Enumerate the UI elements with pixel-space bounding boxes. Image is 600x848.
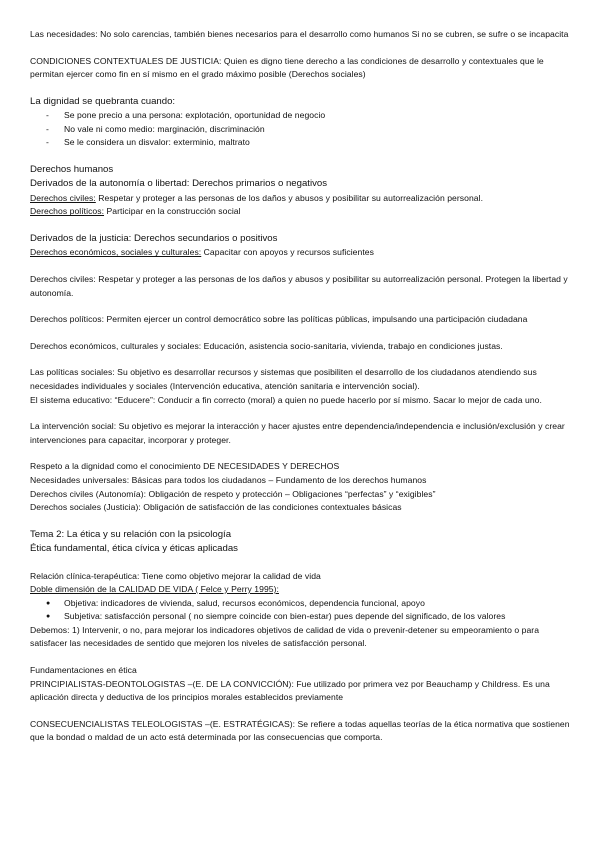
dignidad-item: - Se pone precio a una persona: explotación, oportunidad de negocio [30, 109, 570, 123]
respeto-title: Respeto a la dignidad como el conocimiento DE NECESIDADES Y DERECHOS [30, 461, 340, 472]
fundamentaciones-title: Fundamentaciones en ética [30, 665, 137, 676]
calidad-vida-heading: Doble dimensión de la CALIDAD DE VIDA ( Felce y Perry 1995): [30, 584, 279, 595]
paragraph-derechos-politicos: Derechos políticos: Permiten ejercer un control democrático sobre las políticas públicas, impulsando una participación ciudadana [30, 314, 528, 325]
paragraph-politicas-sociales: Las políticas sociales: Su objetivo es desarrollar recursos y sistemas que posibiliten el desarrollo de los ciudadanos atendiendo sus necesidades individuales y sociales (Intervención educativa, atención sanitaria e intervención social). [30, 367, 537, 391]
paragraph-intervencion-social: La intervención social: Su objetivo es mejorar la interacción y hacer ajustes entre dependencia/independencia e inclusión/exclusión y crear intervenciones para capacitar, incorporar y proteger. [30, 421, 565, 445]
tema-title: Tema 2: La ética y su relación con la psicología [30, 528, 232, 540]
document-page [30, 28, 570, 745]
paragraph-principialistas: PRINCIPIALISTAS-DEONTOLOGISTAS –(E. DE LA CONVICCIÓN): Fue utilizado por primera vez por Beauchamp y Childress. Es una aplicación directa y deductiva de los principios morales establecidos previamente [30, 678, 550, 703]
paragraph-derechos-civiles: Derechos civiles: Respetar y proteger a las personas de los daños y abusos y posibilitar su autorrealización personal. Protegen la libertad y autonomía. [30, 273, 568, 298]
respeto-line: Derechos sociales (Justicia): Obligación de satisfacción de las condiciones contextuales básicas [30, 502, 402, 513]
paragraph-necesidades: Las necesidades: No solo carencias, también bienes necesarios para el desarrollo como humanos Si no se cubren, se sufre o se incapacita [30, 29, 569, 39]
paragraph-condiciones: CONDICIONES CONTEXTUALES DE JUSTICIA: Quien es digno tiene derecho a las condiciones de desarrollo y contextuales que le permitan ejercer como fin en sí mismo en el grado máximo posible (Derechos sociales) [30, 55, 544, 80]
derechos-civiles-line [30, 192, 570, 206]
derechos-politicos-line [30, 205, 570, 219]
respeto-line: Necesidades universales: Básicas para todos los ciudadanos – Fundamento de los derechos humanos [30, 474, 427, 485]
dignidad-heading: La dignidad se quebranta cuando: [30, 95, 176, 107]
derechos-economicos-text: Capacitar con apoyos y recursos suficientes [201, 247, 374, 258]
dignidad-item: - No vale ni como medio: marginación, discriminación [30, 123, 570, 137]
derechos-humanos-title: Derechos humanos [30, 163, 114, 175]
relacion-title: Relación clínica-terapéutica: Tiene como objetivo mejorar la calidad de vida [30, 570, 321, 581]
respeto-line: Derechos civiles (Autonomía): Obligación de respeto y protección – Obligaciones “perfectas” y “exigibles” [30, 488, 436, 499]
tema-subtitle: Ética fundamental, ética cívica y éticas aplicadas [30, 543, 238, 555]
paragraph-sistema-educativo: El sistema educativo: “Educere”: Conducir a fin correcto (moral) a quien no puede hacerlo por sí mismo. Sacar lo mejor de cada uno. [30, 394, 542, 405]
derivados-libertad: Derivados de la autonomía o libertad: Derechos primarios o negativos [30, 178, 328, 190]
paragraph-debemos: Debemos: 1) Intervenir, o no, para mejorar los indicadores objetivos de calidad de vida o prevenir-detener su empeoramiento o para satisfacer las necesidades de sentido que mejoren los niveles de satisfacción personal. [30, 624, 540, 649]
derechos-economicos-line [30, 246, 570, 260]
derechos-politicos-label: Derechos políticos: [30, 206, 105, 217]
dignidad-item: - Se le considera un disvalor: exterminio, maltrato [30, 136, 570, 150]
derivados-justicia: Derivados de la justicia: Derechos secundarios o positivos [30, 232, 278, 244]
derechos-politicos-text: Participar en la construcción social [104, 206, 241, 217]
derechos-civiles-text: Respetar y proteger a las personas de los daños y abusos y posibilitar su autorrealización personal. [95, 192, 484, 203]
derechos-civiles-label: Derechos civiles: [30, 192, 96, 203]
derechos-economicos-label: Derechos económicos, sociales y culturales: [30, 247, 202, 258]
paragraph-consecuencialistas: CONSECUENCIALISTAS TELEOLOGISTAS –(E. ESTRATÉGICAS): Se refiere a todas aquellas teorías de la ética normativa que sostienen que la bondad o maldad de un acto está determinada por las consecuencias que comporta. [30, 718, 570, 743]
calidad-vida-item: ● Subjetiva: satisfacción personal ( no siempre coincide con bien-estar) pues depende del significado, de los valores [30, 610, 570, 624]
calidad-vida-item: ● Objetiva: indicadores de vivienda, salud, recursos económicos, dependencia funcional, apoyo [30, 597, 570, 611]
paragraph-derechos-economicos: Derechos económicos, culturales y sociales: Educación, asistencia socio-sanitaria, vivienda, trabajo en condiciones justas. [30, 340, 503, 351]
